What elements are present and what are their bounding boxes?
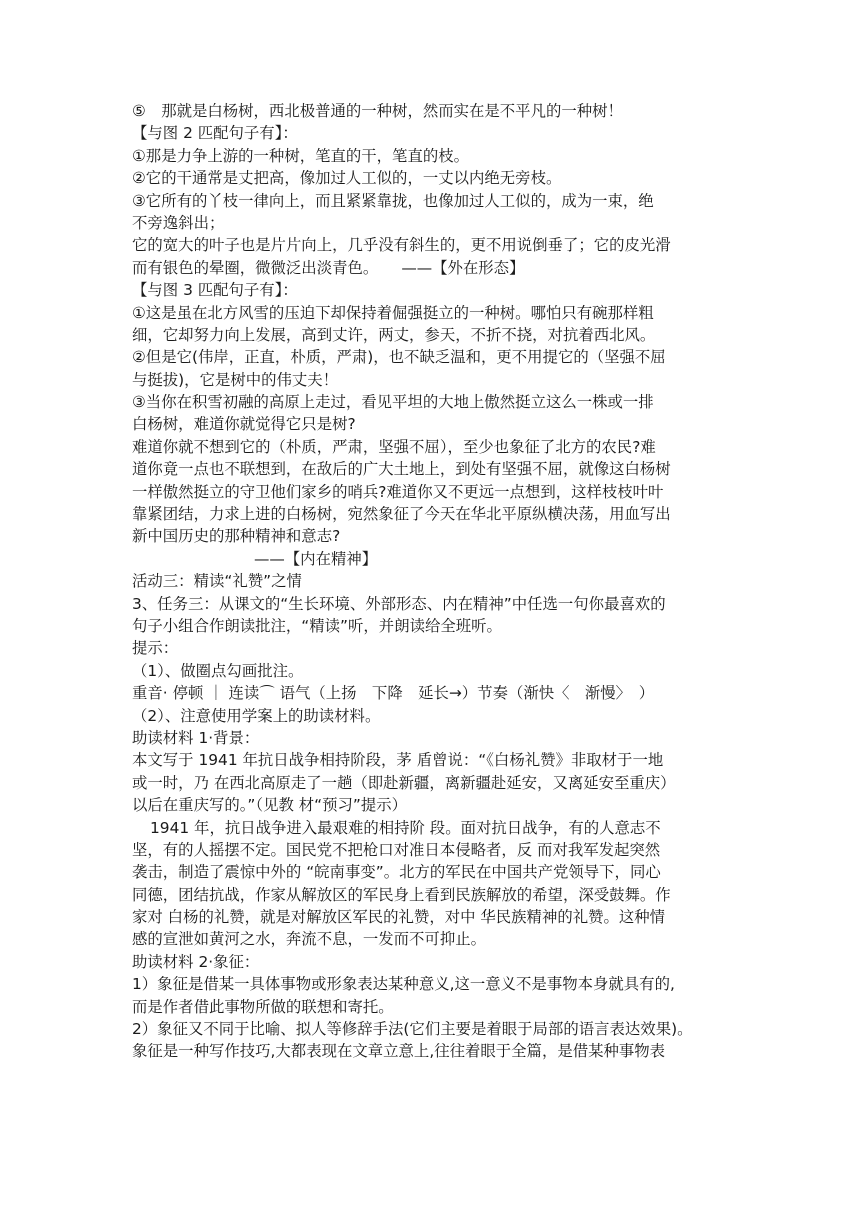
text-line: 与挺拔)，它是树中的伟丈夫！	[132, 370, 339, 389]
text-line: 2）象征又不同于比喻、拟人等修辞手法(它们主要是着眼于局部的语言表达效果)。	[132, 1020, 693, 1039]
hint-item: （2）、注意使用学案上的助读材料。	[132, 706, 381, 725]
text-line: 而有银色的晕圈，微微泛出淡青色。 ——【外在形态】	[132, 258, 525, 277]
text-line: 1941 年，抗日战争进入最艰难的相持阶 段。面对抗日战争，有的人意志不	[150, 818, 661, 837]
text-line: 象征是一种写作技巧,大都表现在文章立意上,往往着眼于全篇，是借某种事物表	[132, 1042, 666, 1061]
text-line: ③它所有的丫枝一律向上，而且紧紧靠拢，也像加过人工似的，成为一束，绝	[132, 191, 654, 210]
text-line: ②但是它(伟岸，正直，朴质，严肃)，也不缺乏温和，更不用提它的（坚强不屈	[132, 348, 666, 367]
text-line: 新中国历史的那种精神和意志?	[132, 527, 341, 546]
text-line: 而是作者借此事物所做的联想和寄托。	[132, 997, 394, 1016]
text-line: 本文写于 1941 年抗日战争相持阶段，茅 盾曾说：“《白杨礼赞》非取材于一地	[132, 751, 664, 770]
text-line: 袭击，制造了震惊中外的 “皖南事变”。北方的军民在中国共产党领导下，同心	[132, 863, 661, 882]
text-line: 它的宽大的叶子也是片片向上，几乎没有斜生的，更不用说倒垂了；它的皮光滑	[132, 236, 671, 255]
text-line: 靠紧团结，力求上进的白杨树，宛然象征了今天在华北平原纵横决荡，用血写出	[132, 505, 671, 524]
text-line: 或一时，乃 在西北高原走了一趟（即赴新疆，离新疆赴延安，又离延安至重庆）	[132, 773, 676, 792]
task-text: 句子小组合作朗读批注，“精读”听，并朗读给全班听。	[132, 616, 502, 635]
hint-item: （1）、做圈点勾画批注。	[132, 661, 304, 680]
hint-label: 提示：	[132, 639, 179, 658]
section-heading: 【与图 2 匹配句子有】：	[132, 124, 298, 143]
material-heading: 助读材料 1·背景：	[132, 728, 260, 747]
text-line: 不旁逸斜出；	[132, 213, 225, 232]
text-line: 白杨树，难道你就觉得它只是树?	[132, 415, 356, 434]
text-line: 坚，有的人摇摆不定。国民党不把枪口对准日本侵略者，反 而对我军发起突然	[132, 840, 661, 859]
text-line: 1）象征是借某一具体事物或形象表达某种意义,这一意义不是事物本身就具有的,	[132, 975, 675, 994]
material-heading: 助读材料 2·象征：	[132, 952, 260, 971]
text-line: 感的宣泄如黄河之水，奔流不息，一发而不可抑止。	[132, 930, 486, 949]
reading-symbols: 重音· 停顿 ｜ 连读⌒ 语气（上扬 下降 延长→）节奏（渐快〈 渐慢〉 ）	[132, 684, 655, 703]
activity-title: 活动三：精读“礼赞”之情	[132, 572, 302, 591]
section-heading: 【与图 3 匹配句子有】：	[132, 281, 298, 300]
text-line: 以后在重庆写的。”（见教 材“预习”提示）	[132, 796, 408, 815]
text-line: ①那是力争上游的一种树，笔直的干，笔直的枝。	[132, 146, 470, 165]
text-line: ⑤ 那就是白杨树，西北极普通的一种树，然而实在是不平凡的一种树！	[132, 102, 623, 120]
text-line: 细，它却努力向上发展，高到丈许，两丈，参天，不折不挠，对抗着西北风。	[132, 325, 656, 344]
text-line: 家对 白杨的礼赞，就是对解放区军民的礼赞，对中 华民族精神的礼赞。这种情	[132, 908, 666, 927]
document-body	[132, 100, 742, 1063]
text-line: ①这是虽在北方风雪的压迫下却保持着倔强挺立的一种树。哪怕只有碗那样粗	[132, 303, 654, 322]
text-line: 道你竟一点也不联想到，在敌后的广大土地上，到处有坚强不屈，就像这白杨树	[132, 460, 671, 479]
text-line: 难道你就不想到它的（朴质，严肃，坚强不屈），至少也象征了北方的农民?难	[132, 437, 656, 456]
text-line: ③当你在积雪初融的高原上走过，看见平坦的大地上傲然挺立这么一株或一排	[132, 393, 654, 412]
text-line: ②它的干通常是丈把高，像加过人工似的，一丈以内绝无旁枝。	[132, 169, 562, 188]
section-tag: ——【内在精神】	[254, 549, 378, 568]
task-text: 3、任务三：从课文的“生长环境、外部形态、内在精神”中任选一句你最喜欢的	[132, 594, 666, 613]
text-line: 一样傲然挺立的守卫他们家乡的哨兵?难道你又不更远一点想到，这样枝枝叶叶	[132, 482, 664, 501]
text-line: 同德，团结抗战，作家从解放区的军民身上看到民族解放的希望，深受鼓舞。作	[132, 885, 671, 904]
